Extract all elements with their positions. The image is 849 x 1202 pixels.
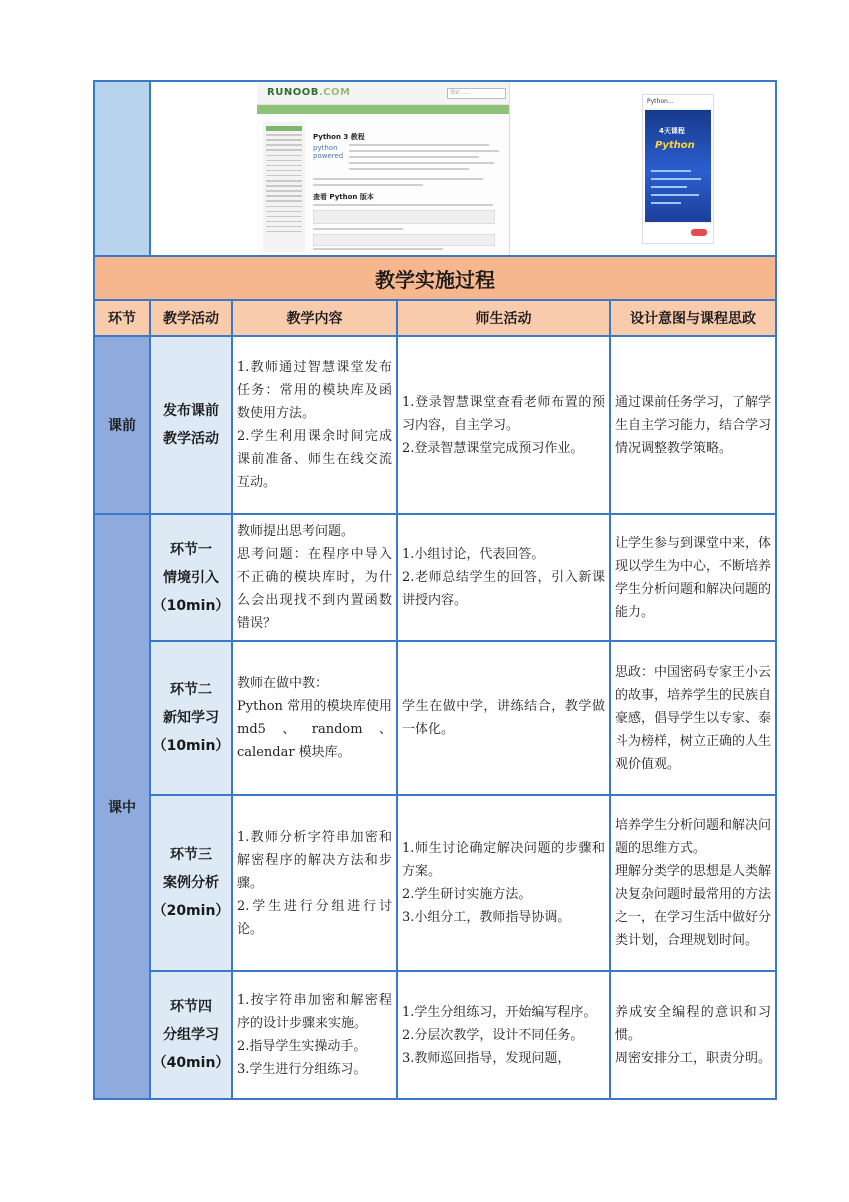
screenshot-row [94,81,776,256]
activity-cell: 1.小组讨论，代表回答。 2.老师总结学生的回答，引入新课讲授内容。 [397,514,610,641]
course-poster [645,110,711,222]
table-row [94,641,776,795]
header-teacher-student: 师生活动 [397,300,610,336]
python-logo-icon: python powered [313,144,344,160]
stage-cell: 发布课前 教学活动 [150,336,232,514]
table-row [94,514,776,641]
header-phase: 环节 [94,300,150,336]
header-activity: 教学活动 [150,300,232,336]
content-cell: 教师在做中教： Python 常用的模块库使用 md5、random、calendar 模块库。 [232,641,397,795]
stage-cell: 环节三 案例分析 （20min） [150,795,232,971]
runoob-nav-bar [257,105,509,114]
lesson-plan-sheet [93,80,775,1100]
phone-bottom-bar [643,222,713,243]
screenshot-cell [150,81,776,256]
phase-cell: 课前 [94,336,150,514]
stage-cell: 环节二 新知学习 （10min） [150,641,232,795]
table-row [94,795,776,971]
phone-screenshot [642,94,714,244]
activity-cell: 1.学生分组练习，开始编写程序。 2.分层次教学，设计不同任务。 3.教师巡回指导，发现问题， [397,971,610,1099]
poster-line1: 4天课程 [659,127,685,135]
header-intent: 设计意图与课程思政 [610,300,776,336]
activity-cell: 1.登录智慧课堂查看老师布置的预习内容，自主学习。 2.登录智慧课堂完成预习作业。 [397,336,610,514]
phone-app-title: Python... [643,95,713,110]
intent-cell: 让学生参与到课堂中来，体现以学生为中心，不断培养学生分析问题和解决问题的能力。 [610,514,776,641]
runoob-screenshot [257,82,510,255]
content-cell: 1.教师分析字符串加密和解密程序的解决方法和步骤。 2.学生进行分组进行讨论。 [232,795,397,971]
content-cell: 1.按字符串加密和解密程序的设计步骤来实施。 2.指导学生实操动手。 3.学生进行分组练习。 [232,971,397,1099]
content-cell: 教师提出思考问题。 思考问题：在程序中导入不正确的模块库时，为什么会出现找不到内置函数错误？ [232,514,397,641]
section-title: 教学实施过程 [94,256,776,300]
intent-cell: 通过课前任务学习，了解学生自主学习能力，结合学习情况调整教学策略。 [610,336,776,514]
runoob-sidebar [263,122,305,252]
intent-cell: 思政：中国密码专家王小云的故事，培养学生的民族自豪感，倡导学生以专家、泰斗为榜样，树立正确的人生观价值观。 [610,641,776,795]
phase-cell: 课中 [94,514,150,1099]
table-row [94,336,776,514]
table-header-row [94,300,776,336]
table-row [94,971,776,1099]
lesson-table [93,80,777,1100]
screenshot-phase-cell [94,81,150,256]
content-cell: 1.教师通过智慧课堂发布任务：常用的模块库及函数使用方法。 2.学生利用课余时间完成课前准备、师生在线交流互动。 [232,336,397,514]
activity-cell: 学生在做中学，讲练结合，教学做一体化。 [397,641,610,795]
header-content: 教学内容 [232,300,397,336]
intent-cell: 培养学生分析问题和解决问题的思维方式。 理解分类学的思想是人类解决复杂问题时最常用的方法之一，在学习生活中做好分类计划，合理规划时间。 [610,795,776,971]
runoob-search-input: 搜索…… [447,88,506,99]
poster-line2: Python [655,140,695,151]
signup-button [691,229,707,236]
stage-cell: 环节一 情境引入 （10min） [150,514,232,641]
activity-cell: 1.师生讨论确定解决问题的步骤和方案。 2.学生研讨实施方法。 3.小组分工，教师指导协调。 [397,795,610,971]
runoob-logo: RUNOOB.COM [267,87,351,98]
runoob-page-heading: Python 3 教程 [313,133,365,141]
intent-cell: 养成安全编程的意识和习惯。 周密安排分工，职责分明。 [610,971,776,1099]
stage-cell: 环节四 分组学习 （40min） [150,971,232,1099]
runoob-sub-heading: 查看 Python 版本 [313,193,374,201]
